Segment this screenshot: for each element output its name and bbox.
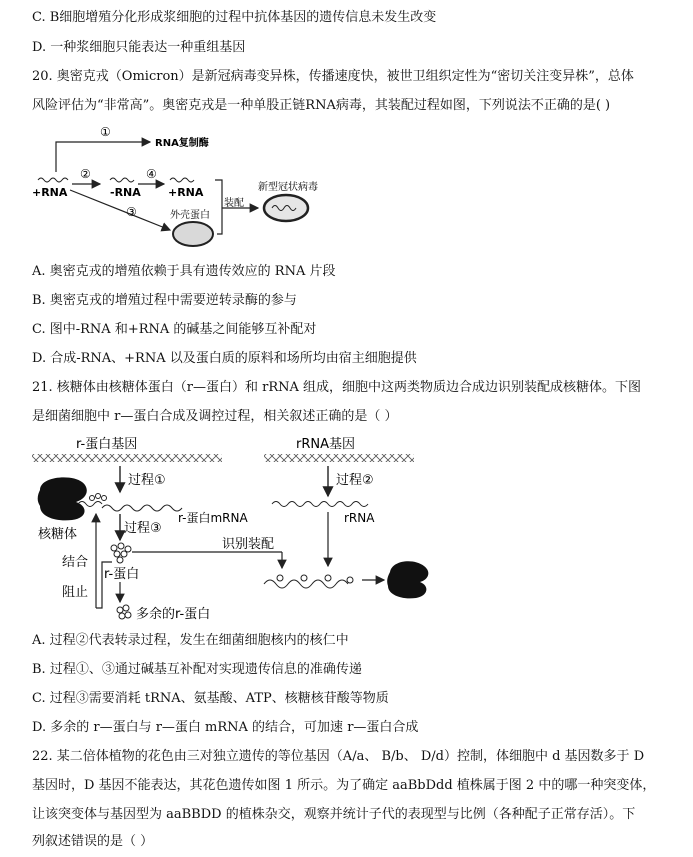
q21-r-mrna-label: r-蛋白mRNA [178, 511, 248, 525]
q21-ribosome-label: 核糖体 [38, 527, 78, 542]
q20-step1-label: ① [100, 125, 111, 139]
q19-option-c: C. B细胞增殖分化形成浆细胞的过程中抗体基因的遗传信息未发生改变 [32, 10, 437, 25]
q21-ribosome-shape [38, 477, 87, 520]
q20-stem-line2: 风险评估为“非常高”。奥密克戎是一种单股正链RNA病毒，其装配过程如图，下列说法不正确的是( ) [32, 98, 611, 113]
q20-rna-replicase-label: RNA复制酶 [155, 138, 209, 149]
q21-option-b: B. 过程①、③通过碱基互补配对实现遗传信息的准确传递 [32, 662, 362, 677]
q20-stem-line1: 20. 奥密克戎（Omicron）是新冠病毒变异株，传播速度快，被世卫组织定性为“密切关注变异株”，总体 [32, 69, 634, 84]
q20-option-c: C. 图中-RNA 和+RNA 的碱基之间能够互补配对 [32, 322, 317, 337]
q20-minus-rna-label: -RNA [110, 186, 141, 199]
q20-capsid-shape [173, 222, 213, 246]
q22-stem-line2: 基因时，D 基因不能表达，其花色遗传如图 1 所示。为了确定 aaBbDdd 植株属于图 2 中的哪一种突变体， [32, 778, 656, 793]
q20-option-a: A. 奥密克戎的增殖依赖于具有遗传效应的 RNA 片段 [32, 264, 336, 279]
q21-r-protein-label: r-蛋白 [104, 567, 140, 582]
q21-option-a: A. 过程②代表转录过程，发生在细菌细胞核内的核仁中 [32, 633, 349, 648]
q22-stem-line3: 让该突变体与基因型为 aaBBDD 的植株杂交，观察并统计子代的表现型与比例（各种配子正常存活）。下 [32, 807, 636, 822]
q21-option-d: D. 多余的 r—蛋白与 r—蛋白 mRNA 的结合，可加速 r—蛋白合成 [32, 720, 419, 735]
q21-r-protein-cluster [111, 543, 131, 563]
q21-figure [32, 432, 452, 628]
q20-virus-label: 新型冠状病毒 [258, 182, 318, 193]
q20-option-b: B. 奥密克戎的增殖过程中需要逆转录酶的参与 [32, 293, 297, 308]
q20-figure [30, 120, 350, 255]
q21-r-mrna-strand [102, 505, 182, 511]
q21-stem-line1: 21. 核糖体由核糖体蛋白（r—蛋白）和 rRNA 组成，细胞中这两类物质边合成边识别装配成核糖体。下图 [32, 380, 642, 395]
q20-step2-label: ② [80, 167, 91, 181]
q21-assembled-strand [264, 580, 348, 588]
q21-process1-label: 过程① [128, 473, 166, 488]
q19-option-d: D. 一种浆细胞只能表达一种重组基因 [32, 40, 246, 55]
q21-stem-line2: 是细菌细胞中 r—蛋白合成及调控过程，相关叙述正确的是（ ） [32, 409, 398, 424]
q21-assembled-ribosome [387, 561, 428, 598]
q20-plus-rna2-label: +RNA [168, 186, 204, 199]
q21-rrna-gene-label: rRNA基因 [296, 437, 355, 452]
q20-step4-label: ④ [146, 167, 157, 181]
q21-block-label: 阻止 [62, 585, 89, 600]
q22-stem-line1: 22. 某二倍体植物的花色由三对独立遗传的等位基因（A/a、 B/b、 D/d）控制，体细胞中 d 基因数多于 D [32, 749, 645, 764]
q20-plus-rna-label: +RNA [32, 186, 68, 199]
q20-assembly-label: 装配 [224, 198, 244, 209]
q21-bind-label: 结合 [62, 555, 89, 570]
q21-rrna-strand [272, 502, 368, 507]
q21-extra-r-protein-label: 多余的r-蛋白 [136, 607, 211, 622]
q21-r-gene-dna [32, 454, 222, 462]
q20-capsid-label: 外壳蛋白 [170, 210, 210, 221]
q21-recognize-label: 识别装配 [222, 537, 275, 552]
q21-rrna-gene-dna [264, 454, 414, 462]
q20-option-d: D. 合成-RNA、+RNA 以及蛋白质的原料和场所均由宿主细胞提供 [32, 351, 417, 366]
q21-process3-label: 过程③ [124, 521, 162, 536]
q21-rrna-label: rRNA [344, 511, 375, 525]
q21-process2-label: 过程② [336, 473, 374, 488]
q22-stem-line4: 列叙述错误的是（ ） [32, 834, 154, 849]
q20-step3-label: ③ [126, 205, 137, 219]
q21-r-gene-label: r-蛋白基因 [76, 437, 138, 452]
q21-option-c: C. 过程③需要消耗 tRNA、氨基酸、ATP、核糖核苷酸等物质 [32, 691, 389, 706]
q20-virus-shape [264, 195, 308, 221]
